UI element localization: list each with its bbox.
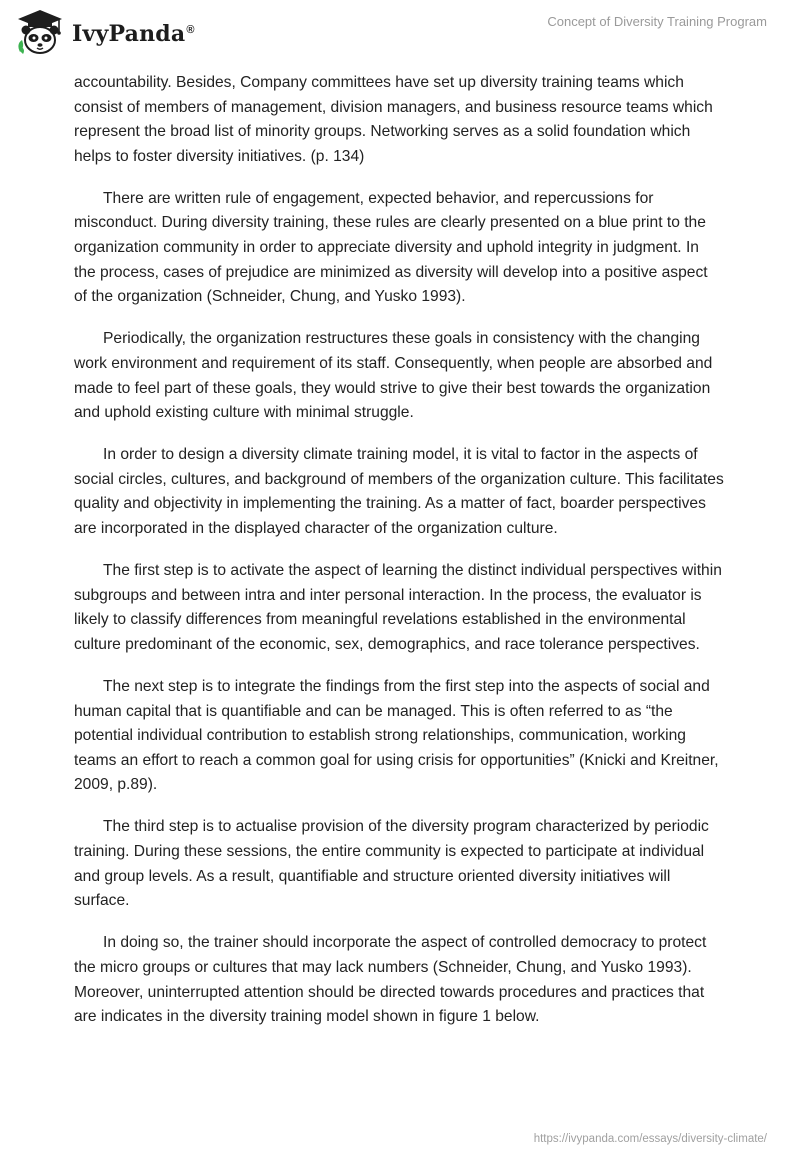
paragraph: Periodically, the organization restructures these goals in consistency with the changing work environment and requirement of its staff. Consequently, when people are absorbed and made to feel part of these goals, they would strive to give their best towards the organization and uphold existing culture with minimal struggle. [74, 330, 713, 422]
essay-body [74, 71, 724, 1047]
source-url[interactable]: https://ivypanda.com/essays/diversity-climate/ [533, 1133, 767, 1145]
paragraph: There are written rule of engagement, expected behavior, and repercussions for misconduct. During diversity training, these rules are clearly presented on a blue print to the organization community in order to appreciate diversity and uphold integrity in judgment. In the process, cases of prejudice are minimized as diversity will develop into a positive aspect of the organization (Schneider, Chung, and Yusko 1993). [74, 189, 708, 306]
page-header [0, 0, 800, 62]
document-title: Concept of Diversity Training Program [547, 14, 767, 29]
brand-registered-mark: ® [186, 23, 195, 36]
paragraph: The next step is to integrate the findings from the first step into the aspects of social and human capital that is quantifiable and can be managed. This is often referred to as “the potential individual contribution to establish strong relationships, communication, working teams an effort to reach a common goal for using crisis for opportunities” (Knicki and Kreitner, 2009, p.89). [74, 677, 719, 794]
brand-logo[interactable] [14, 8, 195, 56]
panda-graduate-icon [14, 8, 66, 56]
paragraph: The third step is to actualise provision of the diversity program characterized by periodic training. During these sessions, the entire community is expected to participate at individual and group levels. As a result, quantifiable and structure oriented diversity initiatives will surface. [74, 818, 709, 910]
brand-name: IvyPanda® [72, 21, 195, 47]
paragraph: In doing so, the trainer should incorporate the aspect of controlled democracy to protect the micro groups or cultures that may lack numbers (Schneider, Chung, and Yusko 1993). Moreover, uninterrupted attention should be directed towards procedures and practices that are indicates in the diversity training model shown in figure 1 below. [74, 934, 707, 1026]
paragraph: In order to design a diversity climate training model, it is vital to factor in the aspects of social circles, cultures, and background of members of the organization culture. This facilitates quality and objectivity in implementing the training. As a matter of fact, boarder perspectives are incorporated in the displayed character of the organization culture. [74, 446, 724, 537]
paragraph: The first step is to activate the aspect of learning the distinct individual perspectives within subgroups and between intra and inter personal interaction. In the process, the evaluator is likely to classify differences from meaningful revelations established in the environmental culture predominant of the economic, sex, demographics, and race tolerance perspectives. [74, 562, 722, 653]
paragraph: accountability. Besides, Company committees have set up diversity training teams which consist of members of management, division managers, and business resource teams which represent the broad list of minority groups. Networking serves as a solid foundation which helps to foster diversity initiatives. (p. 134) [74, 74, 713, 165]
